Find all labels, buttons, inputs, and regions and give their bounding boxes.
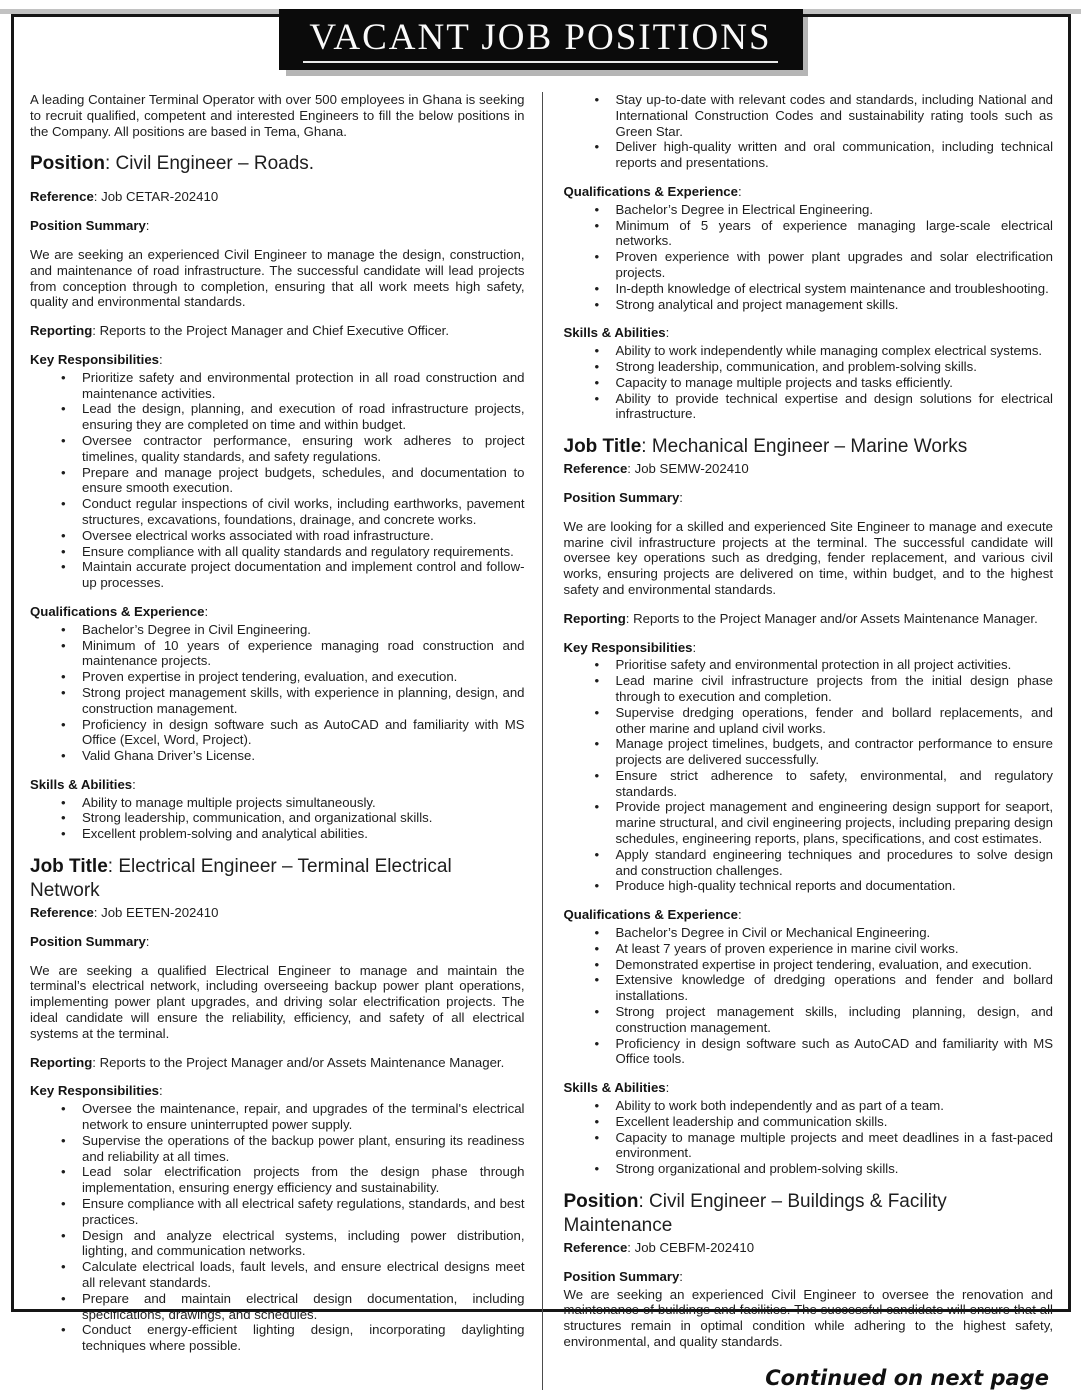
bullet-item: • Demonstrated expertise in project tendering, evaluation, and execution. xyxy=(564,957,1054,973)
labeled-paragraph: Reference: Job EETEN-202410 xyxy=(30,905,219,921)
field-label: Qualifications & Experience xyxy=(563,183,738,199)
bullet-item: • Strong organizational and problem-solving skills. xyxy=(564,1161,1054,1177)
bullet-item: • Strong leadership, communication, and organizational skills. xyxy=(30,810,525,826)
bullet-item: • Conduct energy-efficient lighting design, incorporating daylighting techniques where possible. xyxy=(30,1322,525,1354)
bullet-item: • Oversee contractor performance, ensuring work adheres to project timelines, quality standards, and safety regulations. xyxy=(30,433,525,465)
job-title-heading: Job Title: Mechanical Engineer – Marine Works xyxy=(563,436,968,458)
bullet-item: • Calculate electrical loads, fault levels, and ensure electrical designs meet all relevant standards. xyxy=(30,1259,525,1291)
bullet-item: • Prepare and manage project budgets, schedules, and documentation to ensure smooth execution. xyxy=(30,465,525,497)
field-label: Job Title xyxy=(30,856,108,878)
bullet-item: • Provide project management and engineering design support for seaport, marine structural, and civil engineering projects, including preparing design schedules, engineering reports, plans, specifications, and cost estimates. xyxy=(564,799,1054,846)
title-banner xyxy=(279,9,803,70)
labeled-paragraph: Qualifications & Experience: xyxy=(563,907,742,923)
field-label: Position Summary xyxy=(563,489,680,505)
field-label: Job Title xyxy=(563,436,642,458)
bullet-item: • Produce high-quality technical reports and documentation. xyxy=(564,878,1054,894)
bullet-list xyxy=(564,92,1054,171)
bullet-item: • Oversee the maintenance, repair, and upgrades of the terminal's electrical network to ensure uninterrupted power supply. xyxy=(30,1101,525,1133)
field-label: Reporting xyxy=(30,323,93,339)
bullet-list xyxy=(30,1101,525,1354)
bullet-item: • Proven expertise in project tendering, evaluation, and execution. xyxy=(30,669,525,685)
paragraph: We are seeking an experienced Civil Engineer to manage the design, construction, and maintenance of road infrastructure. The successful candidate will lead projects from conception through to completion, ensuring that all work meets high safety, quality and environmental standards. xyxy=(30,246,525,310)
labeled-paragraph: Reference: Job SEMW-202410 xyxy=(563,461,749,477)
bullet-item: • Ensure compliance with all electrical safety regulations, standards, and best practices. xyxy=(30,1196,525,1228)
labeled-paragraph: Skills & Abilities: xyxy=(563,1080,670,1096)
labeled-paragraph: Qualifications & Experience: xyxy=(563,183,742,199)
field-label: Position Summary xyxy=(30,218,146,234)
labeled-paragraph: Qualifications & Experience: xyxy=(30,603,209,619)
bullet-item: • Ensure strict adherence to safety, environmental, and regulatory standards. xyxy=(564,768,1054,800)
column-right xyxy=(542,92,1054,1390)
field-label: Qualifications & Experience xyxy=(30,603,205,619)
labeled-paragraph: Position Summary: xyxy=(563,1268,683,1284)
job-title-heading: Position: Civil Engineer – Roads. xyxy=(30,153,315,175)
bullet-item: • Bachelor’s Degree in Civil or Mechanical Engineering. xyxy=(564,925,1054,941)
bullet-item: • Valid Ghana Driver’s License. xyxy=(30,748,525,764)
bullet-item: • Lead marine civil infrastructure projects from the initial design phase through to execution and completion. xyxy=(564,673,1054,705)
field-label: Reference xyxy=(30,905,94,921)
continued-note: Continued on next page xyxy=(765,1365,1049,1390)
field-label: Position Summary xyxy=(563,1268,680,1284)
labeled-paragraph: Reference: Job CETAR-202410 xyxy=(30,189,219,205)
labeled-paragraph: Position Summary: xyxy=(30,933,150,949)
labeled-paragraph: Key Responsibilities: xyxy=(30,1083,163,1099)
job-title-heading: Job Title: Electrical Engineer – Terminal Electrical Network xyxy=(30,856,452,902)
bullet-item: • Ability to work both independently and as part of a team. xyxy=(564,1098,1054,1114)
labeled-paragraph: Skills & Abilities: xyxy=(563,325,670,341)
labeled-paragraph: Reference: Job CEBFM-202410 xyxy=(563,1240,755,1256)
bullet-item: • Proficiency in design software such as AutoCAD and familiarity with MS Office (Excel, Word, Project). xyxy=(30,717,525,749)
field-label: Position xyxy=(30,153,105,175)
labeled-paragraph: Reporting: Reports to the Project Manager and Chief Executive Officer. xyxy=(30,323,450,339)
field-label: Reporting xyxy=(563,610,626,626)
bullet-list xyxy=(564,1098,1054,1177)
field-label: Reference xyxy=(30,189,94,205)
labeled-paragraph: Key Responsibilities: xyxy=(30,351,163,367)
job-title-heading: Position: Civil Engineer – Buildings & Facility Maintenance xyxy=(563,1191,947,1237)
bullet-item: • Strong leadership, communication, and problem-solving skills. xyxy=(564,359,1054,375)
bullet-item: • Ensure compliance with all quality standards and regulatory requirements. xyxy=(30,544,525,560)
bullet-list xyxy=(30,622,525,764)
labeled-paragraph: Key Responsibilities: xyxy=(563,639,697,655)
bullet-list xyxy=(564,657,1054,894)
field-label: Qualifications & Experience xyxy=(563,907,738,923)
bullet-item: • Excellent problem-solving and analytical abilities. xyxy=(30,826,525,842)
bullet-item: • Supervise the operations of the backup power plant, ensuring its readiness and reliability at all times. xyxy=(30,1133,525,1165)
page-title: VACANT JOB POSITIONS xyxy=(303,17,777,63)
bullet-item: • Lead solar electrification projects from the design phase through implementation, ensuring energy efficiency and sustainability. xyxy=(30,1164,525,1196)
field-label: Reporting xyxy=(30,1054,93,1070)
paragraph: A leading Container Terminal Operator with over 500 employees in Ghana is seeking to recruit qualified, competent and interested Engineers to fill the below positions in the Company. All positions are based in Tema, Ghana. xyxy=(30,92,525,139)
bullet-item: • Strong analytical and project management skills. xyxy=(564,297,1054,313)
bullet-list xyxy=(564,202,1054,313)
bullet-item: • Ability to provide technical expertise and design solutions for electrical infrastructure. xyxy=(564,391,1054,423)
bullet-item: • Strong project management skills, with experience in planning, design, and construction management. xyxy=(30,685,525,717)
bullet-item: • Capacity to manage multiple projects and meet deadlines in a fast-paced environment. xyxy=(564,1130,1054,1162)
bullet-item: • Manage project timelines, budgets, and contractor performance to ensure projects are delivered successfully. xyxy=(564,736,1054,768)
bullet-list xyxy=(564,925,1054,1067)
field-label: Key Responsibilities xyxy=(30,351,159,367)
bullet-item: • In-depth knowledge of electrical system maintenance and troubleshooting. xyxy=(564,281,1054,297)
bullet-item: • Proficiency in design software such as AutoCAD and familiarity with MS Office tools. xyxy=(564,1036,1054,1068)
bullet-item: • Minimum of 5 years of experience managing large-scale electrical networks. xyxy=(564,218,1054,250)
bullet-item: • Strong project management skills, including planning, design, and construction management. xyxy=(564,1004,1054,1036)
labeled-paragraph: Skills & Abilities: xyxy=(30,776,136,792)
field-label: Position Summary xyxy=(30,933,146,949)
bullet-item: • Ability to manage multiple projects simultaneously. xyxy=(30,795,525,811)
bullet-item: • Design and analyze electrical systems, including power distribution, lighting, and communication networks. xyxy=(30,1228,525,1260)
bullet-item: • At least 7 years of proven experience in marine civil works. xyxy=(564,941,1054,957)
bullet-list xyxy=(30,795,525,842)
bullet-item: • Extensive knowledge of dredging operations and fender and bollard installations. xyxy=(564,972,1054,1004)
bullet-item: • Conduct regular inspections of civil works, including earthworks, pavement structures, excavations, foundations, drainage, and concrete works. xyxy=(30,496,525,528)
field-label: Skills & Abilities xyxy=(563,1080,666,1096)
bullet-item: • Excellent leadership and communication skills. xyxy=(564,1114,1054,1130)
bullet-item: • Prepare and maintain electrical design documentation, including specifications, drawings, and schedules. xyxy=(30,1291,525,1323)
bullet-item: • Prioritise safety and environmental protection in all project activities. xyxy=(564,657,1054,673)
bullet-list xyxy=(564,343,1054,422)
bullet-item: • Proven experience with power plant upgrades and solar electrification projects. xyxy=(564,249,1054,281)
bullet-item: • Bachelor’s Degree in Electrical Engineering. xyxy=(564,202,1054,218)
bullet-item: • Lead the design, planning, and execution of road infrastructure projects, ensuring they are completed on time and within budget. xyxy=(30,401,525,433)
labeled-paragraph: Position Summary: xyxy=(563,489,683,505)
labeled-paragraph: Reporting: Reports to the Project Manager and/or Assets Maintenance Manager. xyxy=(30,1054,505,1070)
bullet-item: • Deliver high-quality written and oral communication, including technical reports and presentations. xyxy=(564,139,1054,171)
paragraph: We are looking for a skilled and experienced Site Engineer to manage and execute marine civil infrastructure projects at the terminal. The successful candidate will oversee key operations such as dredging, fender replacement, and various civil works, ensuring projects are delivered on time, within budget, and to the highest safety and environmental standards. xyxy=(563,518,1053,597)
labeled-paragraph: Position Summary: xyxy=(30,218,150,234)
bullet-item: • Bachelor’s Degree in Civil Engineering. xyxy=(30,622,525,638)
field-label: Skills & Abilities xyxy=(30,776,133,792)
field-label: Position xyxy=(563,1191,639,1213)
bullet-list xyxy=(30,370,525,591)
bullet-item: • Stay up-to-date with relevant codes and standards, including National and International Construction Codes and sustainability rating tools such as Green Star. xyxy=(564,92,1054,139)
field-label: Skills & Abilities xyxy=(563,325,666,341)
paragraph: We are seeking a qualified Electrical Engineer to manage and maintain the terminal’s electrical network, including overseeing backup power plant operations, implementing power plant upgrades, and driving solar electrification projects. The ideal candidate will ensure the reliability, efficiency, and safety of all electrical systems at the terminal. xyxy=(30,962,525,1041)
bullet-item: • Prioritize safety and environmental protection in all road construction and maintenance activities. xyxy=(30,370,525,402)
field-label: Key Responsibilities xyxy=(30,1083,159,1099)
document-body xyxy=(30,92,1053,1390)
bullet-item: • Apply standard engineering techniques and procedures to solve design and construction challenges. xyxy=(564,847,1054,879)
bullet-item: • Ability to work independently while managing complex electrical systems. xyxy=(564,343,1054,359)
bullet-item: • Minimum of 10 years of experience managing road construction and maintenance projects. xyxy=(30,638,525,670)
column-left xyxy=(30,92,542,1390)
field-label: Reference xyxy=(563,1240,628,1256)
bullet-item: • Supervise dredging operations, fender and bollard replacements, and other marine and upland civil works. xyxy=(564,705,1054,737)
bullet-item: • Maintain accurate project documentation and implement control and follow-up processes. xyxy=(30,559,525,591)
labeled-paragraph: Reporting: Reports to the Project Manager and/or Assets Maintenance Manager. xyxy=(563,610,1038,626)
bullet-item: • Capacity to manage multiple projects and tasks efficiently. xyxy=(564,375,1054,391)
field-label: Key Responsibilities xyxy=(563,639,693,655)
paragraph: We are seeking an experienced Civil Engineer to oversee the renovation and maintenance of buildings and facilities. The successful candidate will ensure that all structures remain in optimal condition while adhering to the highest safety, environmental, and quality standards. xyxy=(563,1286,1053,1349)
bullet-item: • Oversee electrical works associated with road infrastructure. xyxy=(30,528,525,544)
field-label: Reference xyxy=(563,461,628,477)
